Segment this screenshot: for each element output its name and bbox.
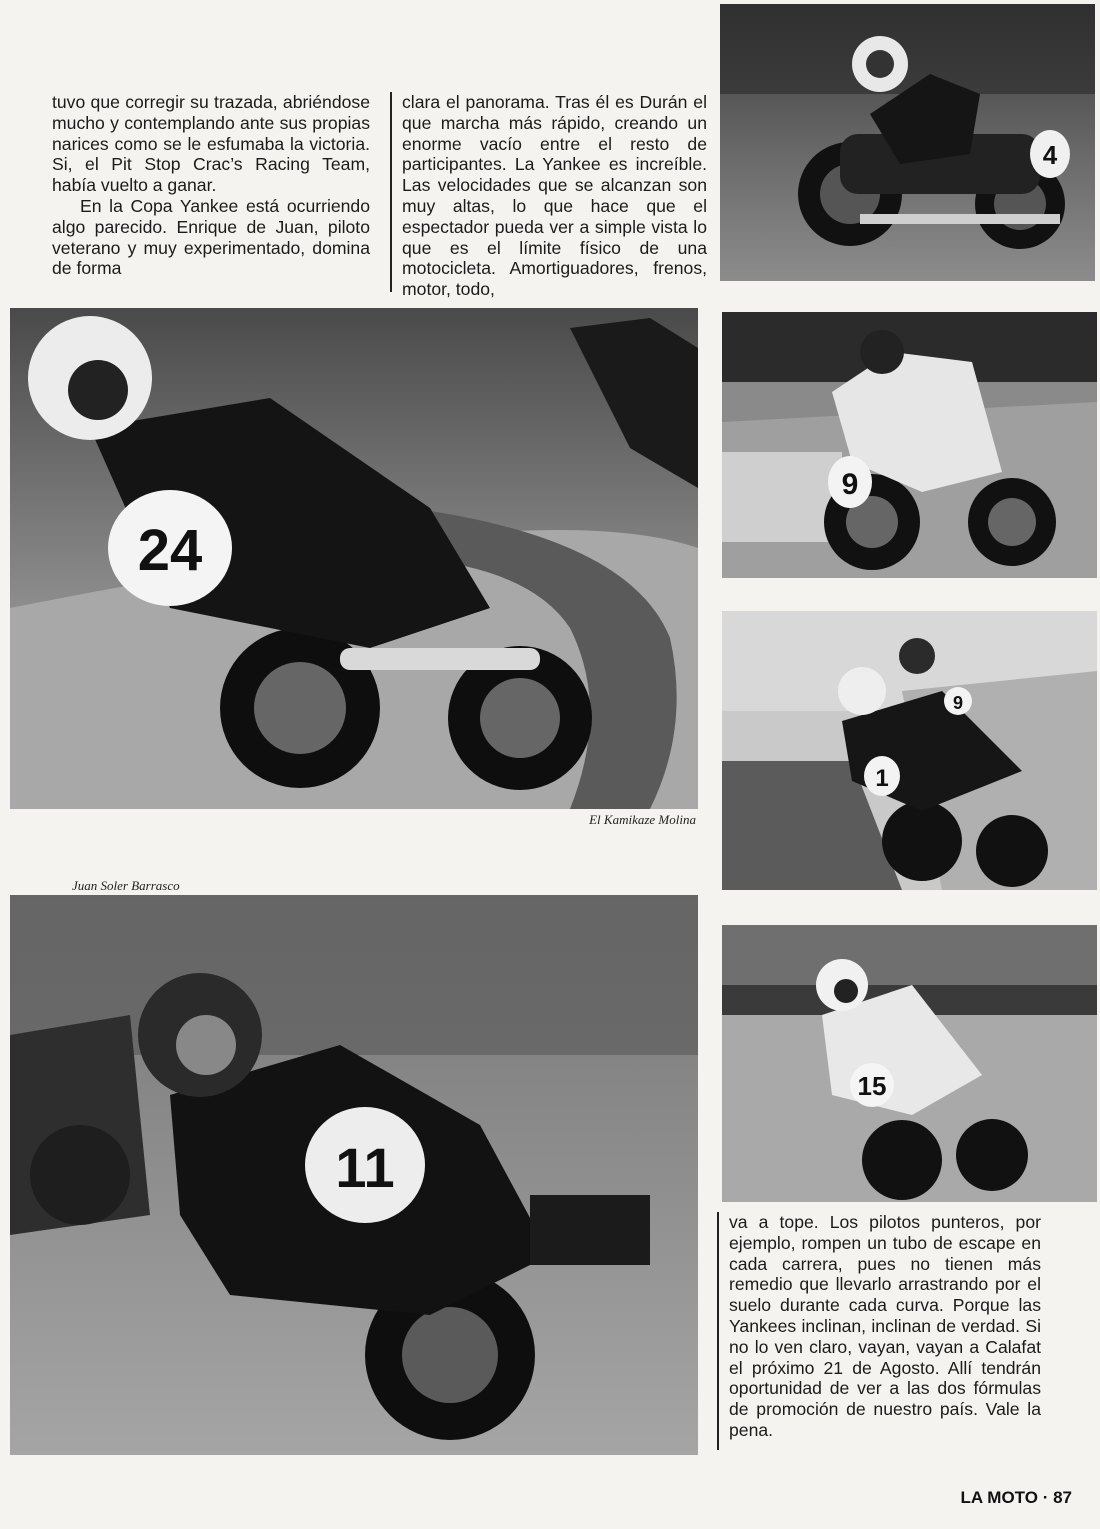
- page-footer: LA MOTO · 87: [960, 1488, 1072, 1507]
- race-number: 24: [137, 518, 203, 583]
- article-paragraph: En la Copa Yankee está ocurriendo algo parecido. Enrique de Juan, piloto veterano y muy experimentado, domina de forma: [52, 195, 370, 279]
- article-column-2: [390, 92, 707, 300]
- article-paragraph: va a tope. Los pilotos punteros, por ejemplo, rompen un tubo de escape en cada carrera, pues no tienen más remedio que llevarlo arrastrando por el suelo durante cada curva. Porque las Yankees inclinan, inclinan de verdad. Si no lo ven claro, vayan, vayan a Calafat el próximo 21 de Agosto. Allí tendrán oportunidad de ver a las dos fórmulas de promoción de nuestro país. Vale la pena.: [729, 1212, 1041, 1440]
- photo-rider-1: [722, 611, 1097, 890]
- race-number: 1: [875, 765, 889, 792]
- article-column-3: [717, 1212, 1041, 1450]
- race-number: 11: [335, 1136, 395, 1199]
- race-number: 9: [841, 468, 859, 501]
- photo-rider-9: [722, 312, 1097, 578]
- photo-rider-4: [720, 4, 1095, 281]
- article-column-1: [52, 92, 370, 279]
- article-paragraph: clara el panorama. Tras él es Durán el que marcha más rápido, creando un enorme vacío entre el resto de participantes. La Yankee es increíble. Las velocidades que se alcanzan son muy altas, lo que hace que el espectador pueda ver a simple vista lo que es el límite físico de una motocicleta. Amortiguadores, frenos, motor, todo,: [402, 92, 707, 300]
- article-paragraph: tuvo que corregir su trazada, abriéndose mucho y contemplando ante sus propias narices como se le esfumaba la victoria. Si, el Pit Stop Crac’s Racing Team, había vuelto a ganar.: [52, 92, 370, 196]
- photo-caption: Juan Soler Barrasco: [72, 878, 180, 893]
- photo-rider-24: [10, 308, 698, 809]
- race-number: 15: [857, 1071, 887, 1101]
- photo-rider-11: [10, 895, 698, 1455]
- race-number: 4: [1042, 140, 1058, 170]
- race-number: 9: [952, 693, 964, 713]
- photo-caption: El Kamikaze Molina: [589, 812, 696, 827]
- photo-rider-15: [722, 925, 1097, 1202]
